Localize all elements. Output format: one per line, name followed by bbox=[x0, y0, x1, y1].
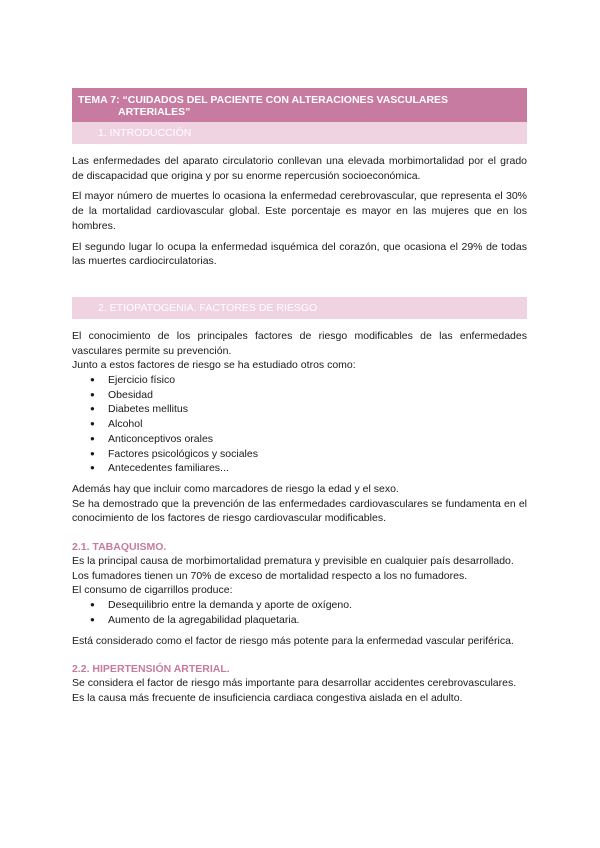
tabaco-effects-list bbox=[72, 598, 527, 627]
title-line-2: ARTERIALES” bbox=[118, 106, 191, 118]
list-item: ● Diabetes mellitus bbox=[108, 402, 527, 417]
intro-paragraph-3: El segundo lugar lo ocupa la enfermedad isquémica del corazón, que ocasiona el 29% de todas las muertes cardiocirculatorias. bbox=[72, 240, 527, 268]
list-item: ● Aumento de la agregabilidad plaquetaria. bbox=[108, 613, 527, 628]
subheading-hipertension: 2.2. HIPERTENSIÓN ARTERIAL. bbox=[72, 663, 230, 676]
tabaco-paragraph-1: Es la principal causa de morbimortalidad prematura y previsible en cualquier país desarrollado. bbox=[72, 555, 514, 568]
section-heading-introduccion: 1. INTRODUCCIÓN bbox=[72, 122, 527, 144]
list-item: ● Factores psicológicos y sociales bbox=[108, 447, 527, 462]
list-item: ● Alcohol bbox=[108, 417, 527, 432]
list-item: ● Ejercicio físico bbox=[108, 373, 527, 388]
risk-factor-list bbox=[72, 373, 527, 476]
etio-paragraph-2: Junto a estos factores de riesgo se ha estudiado otros como: bbox=[72, 359, 356, 372]
document-title bbox=[72, 88, 527, 122]
tabaco-paragraph-2: Los fumadores tienen un 70% de exceso de mortalidad respecto a los no fumadores. bbox=[72, 569, 468, 582]
etio-paragraph-4: Se ha demostrado que la prevención de las enfermedades cardiovasculares se fundamenta en el conocimiento de los factores de riesgo cardiovascular modificables. bbox=[72, 497, 527, 525]
document-page bbox=[72, 88, 527, 706]
list-item: ● Desequilibrio entre la demanda y aporte de oxígeno. bbox=[108, 598, 527, 613]
etio-paragraph-3: Además hay que incluir como marcadores de riesgo la edad y el sexo. bbox=[72, 482, 399, 495]
list-item: ● Anticonceptivos orales bbox=[108, 432, 527, 447]
intro-paragraph-1: Las enfermedades del aparato circulatorio conllevan una elevada morbimortalidad por el grado de discapacidad que origina y por su enorme repercusión socioeconómica. bbox=[72, 155, 527, 182]
section-heading-etiopatogenia: 2. ETIOPATOGENIA. FACTORES DE RIESGO bbox=[72, 297, 527, 319]
subheading-tabaquismo: 2.1. TABAQUISMO. bbox=[72, 541, 167, 554]
list-item: ● Obesidad bbox=[108, 388, 527, 403]
intro-paragraph-2: El mayor número de muertes lo ocasiona la enfermedad cerebrovascular, que representa el 30% de la mortalidad cardiovascular global. Este porcentaje es mayor en las mujeres que en los hombres. bbox=[72, 190, 527, 232]
list-item: ● Antecedentes familiares... bbox=[108, 461, 527, 476]
etio-paragraph-1: El conocimiento de los principales factores de riesgo modificables de las enfermedades vasculares permite su prevención. bbox=[72, 329, 527, 357]
hta-paragraph-1: Se considera el factor de riesgo más importante para desarrollar accidentes cerebrovasculares. bbox=[72, 677, 517, 690]
hta-paragraph-2: Es la causa más frecuente de insuficiencia cardiaca congestiva aislada en el adulto. bbox=[72, 691, 463, 704]
tabaco-paragraph-3: El consumo de cigarrillos produce: bbox=[72, 584, 233, 597]
title-line-1: TEMA 7: “CUIDADOS DEL PACIENTE CON ALTERACIONES VASCULARES bbox=[78, 94, 449, 106]
tabaco-paragraph-4: Está considerado como el factor de riesgo más potente para la enfermedad vascular periférica. bbox=[72, 634, 514, 647]
